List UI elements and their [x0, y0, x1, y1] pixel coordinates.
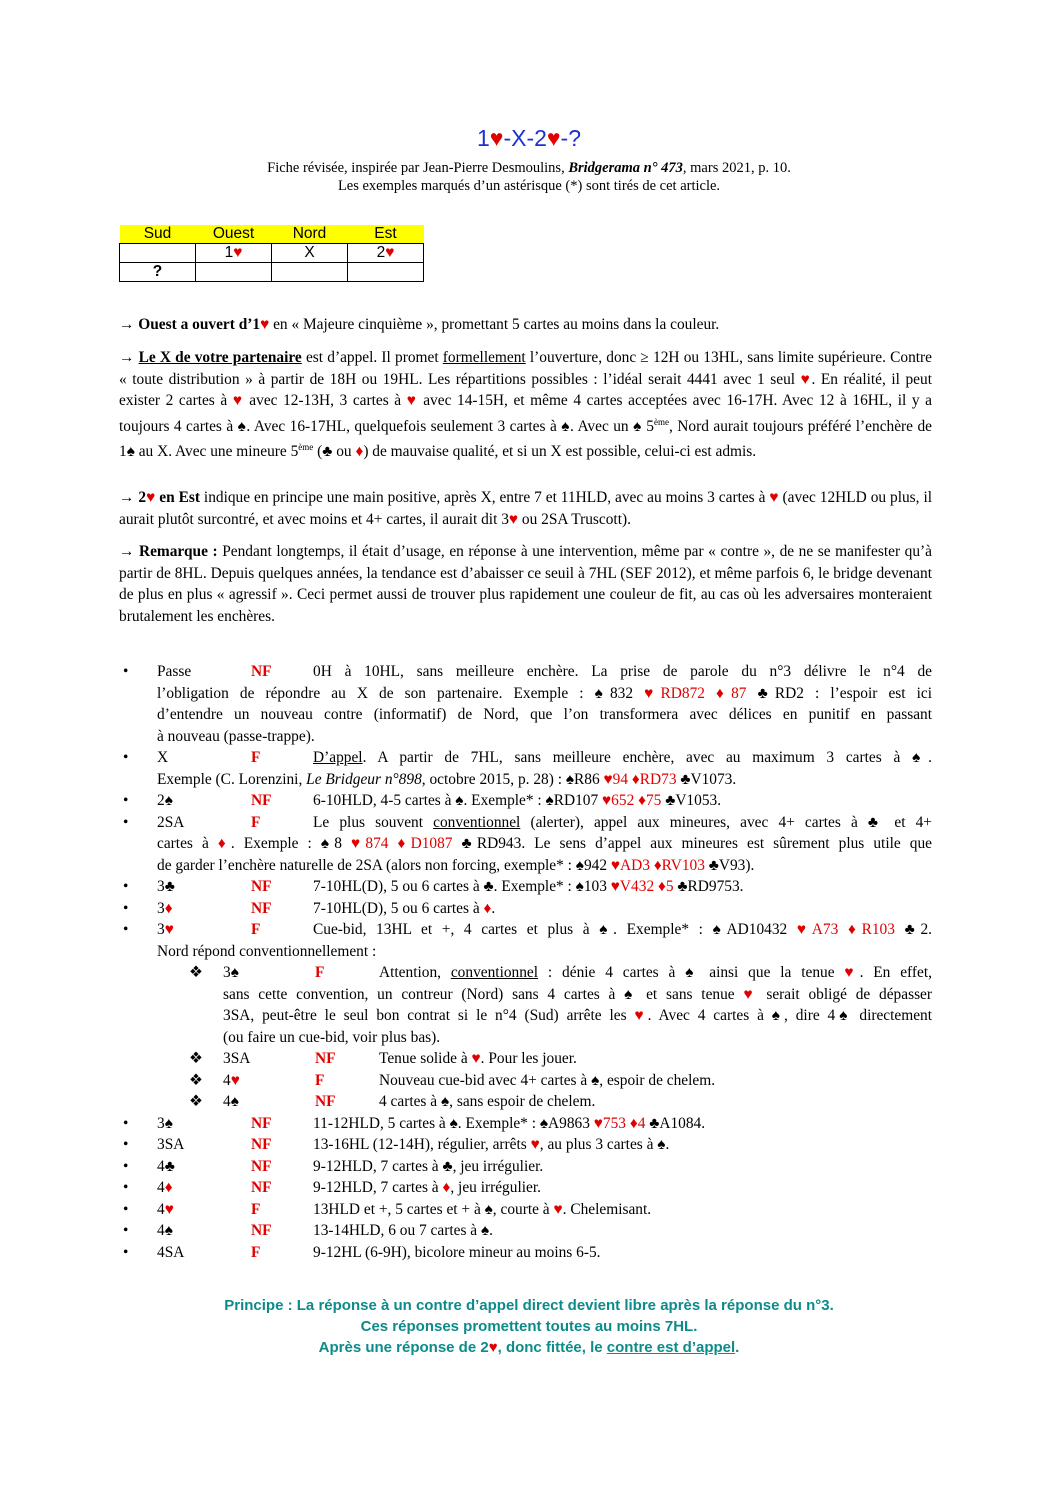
cell: 1♥ — [196, 244, 272, 263]
subtitle-source: Fiche révisée, inspirée par Jean-Pierre Desmoulins, Bridgerama n° 473, mars 2021, p. 10. — [267, 160, 791, 176]
auction-table — [119, 225, 424, 282]
cell — [120, 244, 196, 263]
subtitle-note: Les exemples marqués d’un astérisque (*) sont tirés de cet article. — [337, 178, 721, 194]
header-nord: Nord — [272, 225, 348, 244]
cell — [196, 263, 272, 282]
paragraph-est: → 2♥ en Est indique en principe une main positive, après X, entre 7 et 11HLD, avec au moins 3 cartes à ♥ (avec 12HLD ou plus, il aurait plutôt surcontré, et avec moins et 4+ cartes, il aurait dit 3♥ ou 2SA Truscott). — [119, 489, 932, 528]
paragraph-opening: → Ouest a ouvert d’1♥ en « Majeure cinquième », promettant 5 cartes au moins dans la couleur. — [119, 316, 720, 333]
principle-line-3: Après une réponse de 2♥, donc fittée, le contre est d’appel. — [318, 1339, 740, 1356]
cell — [272, 263, 348, 282]
header-sud: Sud — [120, 225, 196, 244]
paragraph-double: → Le X de votre partenaire est d’appel. Il promet formellement l’ouverture, donc ≥ 12H ou 13HL, sans limite supérieure. Contre « toute distribution » à partir de 18H ou 19HL. Les répartitions possibles : l’idéal serait 4441 avec 1 seul ♥. En réalité, il peut exister 2 cartes à ♥ avec 12-13H, 3 cartes à ♥ avec 14-15H, et même 4 cartes acceptées avec 16-17H. Avec 12 à 16HL, il y a toujours 4 cartes à ♠. Avec 16-17HL, quelquefois seulement 3 cartes à ♠. Avec un ♠ 5ème, Nord aurait toujours préféré l’enchère de 1♠ au X. Avec une mineure 5ème (♣ ou ♦) de mauvaise qualité, et si un X est possible, celui-ci est admis. — [119, 349, 933, 461]
header-est: Est — [348, 225, 424, 244]
principle-line-1: Principe : La réponse à un contre d’appel direct devient libre après la réponse du n°3. — [224, 1297, 834, 1314]
cell — [348, 263, 424, 282]
principle-line-2: Ces réponses promettent toutes au moins 7HL. — [360, 1318, 698, 1335]
header-ouest: Ouest — [196, 225, 272, 244]
cell: 2♥ — [348, 244, 424, 263]
cell: X — [272, 244, 348, 263]
page-title: 1♥-X-2♥-? — [476, 125, 581, 151]
principle-box — [0, 1295, 1058, 1358]
paragraph-remarque: → Remarque : Pendant longtemps, il était d’usage, en réponse à une intervention, même par « contre », de ne se manifester qu’à partir de 8HL. Depuis quelques années, la tendance est d’abaisser ce seuil à 7HL (SEF 2012), et même parfois 6, le bridge devenant de plus en plus « agressif ». Ceci permet aussi de trouver plus rapidement une couleur de fit, au cas où les adversaires monteraient brutalement les enchères. — [119, 543, 932, 625]
cell: ? — [120, 263, 196, 282]
